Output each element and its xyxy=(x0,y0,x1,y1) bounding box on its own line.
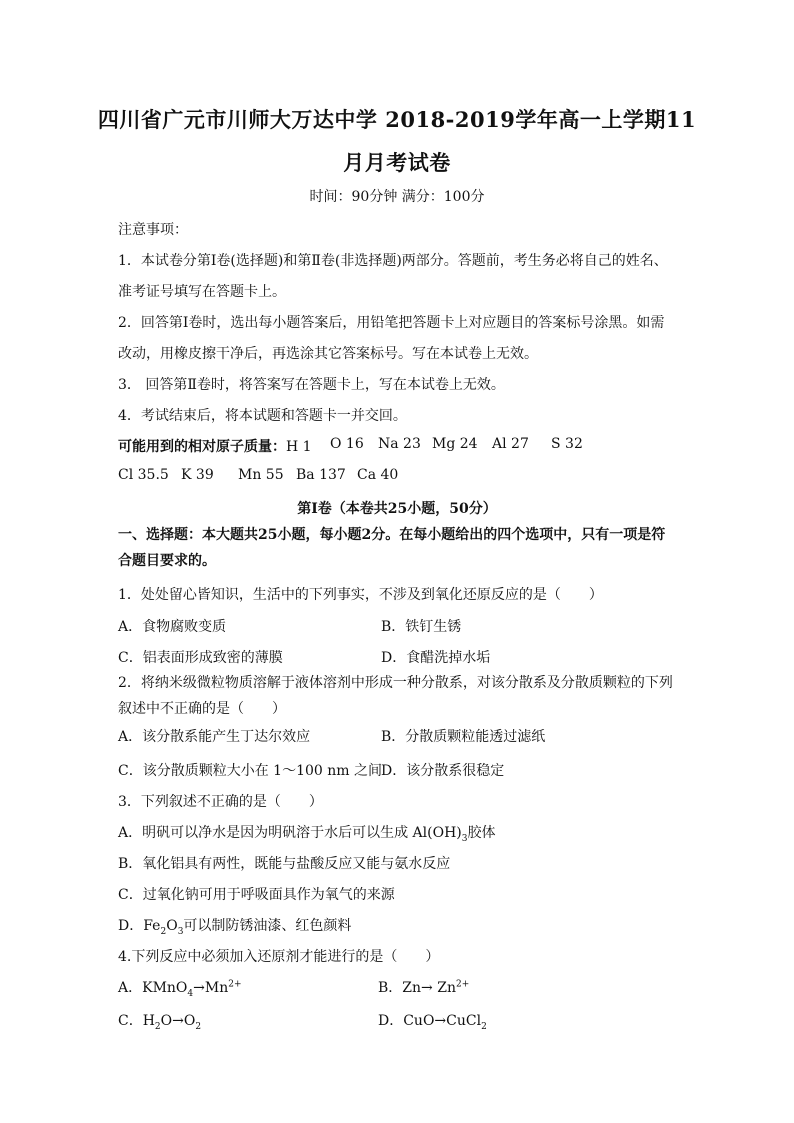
section-instruction: 合题目要求的。 xyxy=(118,553,216,569)
notice-item: 1．本试卷分第Ⅰ卷(选择题)和第Ⅱ卷(非选择题)两部分。答题前，考生务必将自己的姓名、 xyxy=(118,253,668,269)
subscript: 2 xyxy=(154,1021,161,1032)
atomic-mass-item: Cl 35.5 xyxy=(118,467,169,483)
notice-item: 准考证号填写在答题卡上。 xyxy=(118,284,286,300)
q3-a-text: A．明矾可以净水是因为明矾溶于水后可以生成 Al(OH) xyxy=(118,825,462,841)
atomic-mass-item: S 32 xyxy=(551,436,583,452)
notice-item: 2．回答第Ⅰ卷时，选出每小题答案后，用铅笔把答题卡上对应题目的答案标号涂黑。如需 xyxy=(118,315,665,331)
q4-a-text: →Mn xyxy=(193,980,229,996)
atomic-mass-item: K 39 xyxy=(181,467,214,483)
q4-option-a xyxy=(118,977,242,999)
q1-option-d: D．食醋洗掉水垢 xyxy=(381,650,491,666)
q2-option-d: D．该分散系很稳定 xyxy=(381,763,505,779)
superscript: 2+ xyxy=(455,979,470,990)
atomic-mass-item: Mg 24 xyxy=(432,436,478,452)
section-title: 第Ⅰ卷（本卷共25小题，50分） xyxy=(297,501,497,517)
subscript: 2 xyxy=(160,926,167,937)
subscript: 2 xyxy=(195,1021,202,1032)
question-4-stem: 4.下列反应中必须加入还原剂才能进行的是（ ） xyxy=(118,949,440,965)
atomic-mass-item: Ba 137 xyxy=(296,467,346,483)
q4-option-c xyxy=(118,1010,201,1032)
q4-d-text: D．CuO→CuCl xyxy=(378,1013,482,1029)
atomic-mass-item: Ca 40 xyxy=(357,467,399,483)
exam-info: 时间：90分钟 满分：100分 xyxy=(309,189,485,205)
notice-item: 3． 回答第Ⅱ卷时，将答案写在答题卡上，写在本试卷上无效。 xyxy=(118,377,505,393)
notice-heading: 注意事项： xyxy=(118,222,188,238)
subscript: 4 xyxy=(187,988,194,999)
notice-item: 4．考试结束后，将本试题和答题卡一并交回。 xyxy=(118,408,407,424)
subscript: 2 xyxy=(481,1021,487,1032)
superscript: 2+ xyxy=(228,979,242,990)
question-2-stem: 2．将纳米级微粒物质溶解于液体溶剂中形成一种分散系，对该分散系及分散质颗粒的下列 xyxy=(118,675,673,691)
q4-option-b xyxy=(378,977,469,997)
q2-option-a: A．该分散系能产生丁达尔效应 xyxy=(118,729,311,745)
q3-option-b: B．氧化铝具有两性，既能与盐酸反应又能与氨水反应 xyxy=(118,856,451,872)
q4-option-d xyxy=(378,1010,487,1032)
q3-a-text: 胶体 xyxy=(467,825,496,841)
q1-option-b: B．铁钉生锈 xyxy=(381,619,462,635)
q3-option-d xyxy=(118,915,351,937)
title-line-1: 四川省广元市川师大万达中学 2018-2019学年高一上学期11 xyxy=(97,107,697,132)
q4-b-text: B．Zn→ Zn xyxy=(378,980,456,996)
q3-d-text: 可以制防锈油漆、红色颜料 xyxy=(183,918,352,934)
subscript: 3 xyxy=(461,833,468,844)
question-2-stem: 叙述中不正确的是（ ） xyxy=(118,701,286,717)
notice-item: 改动，用橡皮擦干净后，再选涂其它答案标号。写在本试卷上无效。 xyxy=(118,346,538,362)
q2-option-b: B．分散质颗粒能透过滤纸 xyxy=(381,729,546,745)
atomic-mass-item: Mn 55 xyxy=(238,467,284,483)
q3-d-text: O xyxy=(166,918,178,934)
q3-option-c: C．过氧化钠可用于呼吸面具作为氧气的来源 xyxy=(118,887,395,903)
q2-option-c: C．该分散质颗粒大小在 1～100 nm 之间 xyxy=(118,763,382,779)
q1-option-a: A．食物腐败变质 xyxy=(118,619,227,635)
atomic-mass-item: Na 23 xyxy=(378,436,421,452)
section-instruction: 一、选择题：本大题共25小题，每小题2分。在每小题给出的四个选项中，只有一项是符 xyxy=(118,527,666,543)
atomic-mass-item: Al 27 xyxy=(492,436,529,452)
q4-c-text: O→O xyxy=(160,1013,196,1029)
title-line-2: 月月考试卷 xyxy=(343,150,451,175)
question-1-stem: 1．处处留心皆知识，生活中的下列事实，不涉及到氧化还原反应的是（ ） xyxy=(118,587,603,603)
q3-d-text: D．Fe xyxy=(118,918,161,934)
subscript: 3 xyxy=(177,926,184,937)
atomic-mass-item: H 1 xyxy=(286,439,312,455)
q4-a-text: A．KMnO xyxy=(118,980,188,996)
q1-option-c: C．铝表面形成致密的薄膜 xyxy=(118,650,283,666)
atomic-mass-label: 可能用到的相对原子质量： xyxy=(118,439,286,455)
q3-option-a xyxy=(118,822,496,844)
atomic-mass-item: O 16 xyxy=(330,436,364,452)
question-3-stem: 3．下列叙述不正确的是（ ） xyxy=(118,794,323,810)
q4-c-text: C．H xyxy=(118,1013,155,1029)
